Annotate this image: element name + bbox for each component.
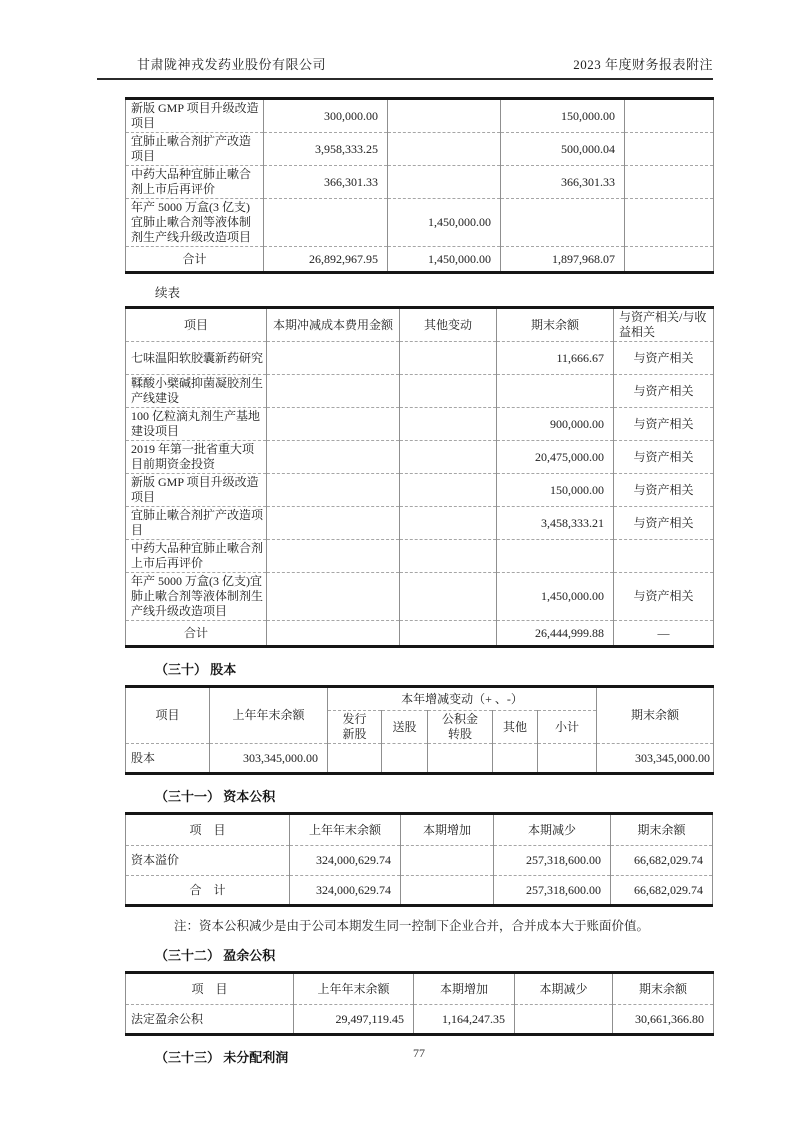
amount-cell: 30,661,366.80 bbox=[613, 1005, 714, 1035]
related-cell bbox=[625, 166, 714, 199]
amount-cell: 1,450,000.00 bbox=[388, 199, 501, 247]
amount-cell: 324,000,629.74 bbox=[290, 846, 401, 876]
amount-cell bbox=[400, 408, 497, 441]
surplus-reserve-table bbox=[125, 971, 714, 1036]
table-row bbox=[126, 342, 714, 375]
column-header: 与资产相关/与收益相关 bbox=[614, 308, 714, 342]
amount-cell: 11,666.67 bbox=[497, 342, 614, 375]
amount-cell: 303,345,000.00 bbox=[210, 744, 328, 774]
column-header: 项目 bbox=[126, 308, 267, 342]
table-row bbox=[126, 744, 714, 774]
column-header: 其他 bbox=[493, 711, 538, 744]
capital-reserve-table bbox=[125, 812, 713, 907]
amount-cell bbox=[264, 199, 388, 247]
column-header: 上年年末余额 bbox=[294, 973, 414, 1005]
header-row bbox=[126, 308, 714, 342]
related-cell bbox=[625, 199, 714, 247]
column-header: 本期增加 bbox=[401, 814, 494, 846]
table-row bbox=[126, 1005, 714, 1035]
amount-cell bbox=[388, 99, 501, 133]
amount-cell bbox=[493, 744, 538, 774]
column-header: 期末余额 bbox=[497, 308, 614, 342]
amount-cell bbox=[267, 342, 400, 375]
amount-cell bbox=[267, 474, 400, 507]
column-header: 上年年末余额 bbox=[210, 687, 328, 744]
project-cell: 年产 5000 万盒(3 亿支)宜肺止嗽合剂等液体制剂生产线升级改造项目 bbox=[126, 573, 267, 621]
amount-cell: 366,301.33 bbox=[264, 166, 388, 199]
table-row bbox=[126, 441, 714, 474]
column-header: 期末余额 bbox=[613, 973, 714, 1005]
related-cell: 与资产相关 bbox=[614, 342, 714, 375]
amount-cell bbox=[400, 507, 497, 540]
section-title-capital-reserve: （三十一） 资本公积 bbox=[155, 789, 276, 804]
related-cell: 与资产相关 bbox=[614, 573, 714, 621]
amount-cell: 150,000.00 bbox=[501, 99, 625, 133]
related-cell: 与资产相关 bbox=[614, 507, 714, 540]
column-header: 本期冲减成本费用金额 bbox=[267, 308, 400, 342]
amount-cell bbox=[267, 507, 400, 540]
amount-cell bbox=[388, 133, 501, 166]
column-header: 小计 bbox=[538, 711, 597, 744]
section-title-surplus-reserve: （三十二） 盈余公积 bbox=[155, 948, 276, 963]
amount-cell bbox=[400, 375, 497, 408]
deferred-income-table-part1 bbox=[125, 97, 714, 274]
share-capital-table bbox=[125, 685, 714, 775]
amount-cell: 1,450,000.00 bbox=[388, 247, 501, 273]
project-cell: 100 亿粒滴丸剂生产基地建设项目 bbox=[126, 408, 267, 441]
amount-cell bbox=[538, 744, 597, 774]
related-cell: 与资产相关 bbox=[614, 408, 714, 441]
item-cell: 法定盈余公积 bbox=[126, 1005, 294, 1035]
amount-cell: 300,000.00 bbox=[264, 99, 388, 133]
table-row bbox=[126, 474, 714, 507]
amount-cell: 1,164,247.35 bbox=[414, 1005, 515, 1035]
column-header: 本期减少 bbox=[515, 973, 613, 1005]
amount-cell bbox=[401, 876, 494, 906]
table-row bbox=[126, 540, 714, 573]
project-cell: 宜肺止嗽合剂扩产改造项目 bbox=[126, 507, 267, 540]
amount-cell bbox=[267, 408, 400, 441]
project-cell: 鞣酸小檗碱抑菌凝胶剂生产线建设 bbox=[126, 375, 267, 408]
capital-reserve-note: 注：资本公积减少是由于公司本期发生同一控制下企业合并，合并成本大于账面价值。 bbox=[174, 919, 650, 933]
amount-cell: 66,682,029.74 bbox=[611, 876, 713, 906]
total-label-cell: 合计 bbox=[126, 247, 264, 273]
amount-cell: 500,000.04 bbox=[501, 133, 625, 166]
related-cell: 与资产相关 bbox=[614, 474, 714, 507]
project-cell: 中药大品种宜肺止嗽合剂上市后再评价 bbox=[126, 166, 264, 199]
amount-cell bbox=[388, 166, 501, 199]
amount-cell bbox=[501, 199, 625, 247]
total-label-cell: 合计 bbox=[126, 621, 267, 647]
column-header: 发行新股 bbox=[328, 711, 382, 744]
column-header: 上年年末余额 bbox=[290, 814, 401, 846]
amount-cell bbox=[400, 474, 497, 507]
amount-cell bbox=[382, 744, 428, 774]
related-cell bbox=[625, 247, 714, 273]
amount-cell: 3,958,333.25 bbox=[264, 133, 388, 166]
table-row bbox=[126, 199, 714, 247]
amount-cell: 366,301.33 bbox=[501, 166, 625, 199]
table-row bbox=[126, 408, 714, 441]
table-row bbox=[126, 573, 714, 621]
amount-cell: 66,682,029.74 bbox=[611, 846, 713, 876]
page-content bbox=[125, 97, 713, 1073]
amount-cell bbox=[267, 441, 400, 474]
amount-cell bbox=[400, 573, 497, 621]
amount-cell bbox=[400, 540, 497, 573]
running-header bbox=[97, 54, 713, 80]
column-header: 本期减少 bbox=[494, 814, 611, 846]
amount-cell: 257,318,600.00 bbox=[494, 846, 611, 876]
project-cell: 新版 GMP 项目升级改造项目 bbox=[126, 474, 267, 507]
amount-cell: 324,000,629.74 bbox=[290, 876, 401, 906]
amount-cell bbox=[267, 573, 400, 621]
header-row bbox=[126, 814, 713, 846]
total-row bbox=[126, 247, 714, 273]
column-header: 期末余额 bbox=[597, 687, 714, 744]
amount-cell bbox=[497, 540, 614, 573]
item-cell: 股本 bbox=[126, 744, 210, 774]
amount-cell bbox=[497, 375, 614, 408]
amount-cell bbox=[400, 441, 497, 474]
project-cell: 年产 5000 万盒(3 亿支)宜肺止嗽合剂等液体制剂生产线升级改造项目 bbox=[126, 199, 264, 247]
table-row bbox=[126, 846, 713, 876]
section-title-undistributed-profit: （三十三） 未分配利润 bbox=[155, 1050, 289, 1065]
related-cell bbox=[625, 99, 714, 133]
table-row bbox=[126, 507, 714, 540]
amount-cell: 1,450,000.00 bbox=[497, 573, 614, 621]
project-cell: 七味温阳软胶囊新药研究 bbox=[126, 342, 267, 375]
column-header: 本期增加 bbox=[414, 973, 515, 1005]
amount-cell bbox=[428, 744, 493, 774]
header-row bbox=[126, 687, 714, 711]
table-row bbox=[126, 375, 714, 408]
amount-cell: 303,345,000.00 bbox=[597, 744, 714, 774]
amount-cell: 26,892,967.95 bbox=[264, 247, 388, 273]
column-header-group: 本年增减变动（+ 、-） bbox=[328, 687, 597, 711]
amount-cell bbox=[401, 846, 494, 876]
related-cell bbox=[614, 540, 714, 573]
amount-cell: 900,000.00 bbox=[497, 408, 614, 441]
table-row bbox=[126, 99, 714, 133]
amount-cell bbox=[267, 375, 400, 408]
deferred-income-table-part2 bbox=[125, 306, 714, 648]
amount-cell: 150,000.00 bbox=[497, 474, 614, 507]
column-header: 项 目 bbox=[126, 814, 290, 846]
project-cell: 新版 GMP 项目升级改造项目 bbox=[126, 99, 264, 133]
page-number: 77 bbox=[413, 1046, 425, 1060]
column-header: 公积金转股 bbox=[428, 711, 493, 744]
amount-cell bbox=[400, 621, 497, 647]
amount-cell: 257,318,600.00 bbox=[494, 876, 611, 906]
amount-cell bbox=[267, 621, 400, 647]
amount-cell: 26,444,999.88 bbox=[497, 621, 614, 647]
total-label-cell: 合 计 bbox=[126, 876, 290, 906]
amount-cell: 3,458,333.21 bbox=[497, 507, 614, 540]
amount-cell: 20,475,000.00 bbox=[497, 441, 614, 474]
related-cell bbox=[625, 133, 714, 166]
amount-cell: 1,897,968.07 bbox=[501, 247, 625, 273]
document-title: 2023 年度财务报表附注 bbox=[573, 57, 713, 72]
continued-table-label: 续表 bbox=[155, 286, 181, 300]
column-header: 送股 bbox=[382, 711, 428, 744]
header-row bbox=[126, 973, 714, 1005]
column-header: 期末余额 bbox=[611, 814, 713, 846]
table-row bbox=[126, 133, 714, 166]
amount-cell bbox=[515, 1005, 613, 1035]
column-header: 其他变动 bbox=[400, 308, 497, 342]
company-name: 甘肃陇神戎发药业股份有限公司 bbox=[137, 57, 327, 72]
project-cell: 宜肺止嗽合剂扩产改造项目 bbox=[126, 133, 264, 166]
item-cell: 资本溢价 bbox=[126, 846, 290, 876]
amount-cell bbox=[400, 342, 497, 375]
project-cell: 中药大品种宜肺止嗽合剂上市后再评价 bbox=[126, 540, 267, 573]
column-header: 项 目 bbox=[126, 973, 294, 1005]
related-cell: 与资产相关 bbox=[614, 441, 714, 474]
total-row bbox=[126, 621, 714, 647]
table-row bbox=[126, 166, 714, 199]
related-cell: 与资产相关 bbox=[614, 375, 714, 408]
amount-cell: 29,497,119.45 bbox=[294, 1005, 414, 1035]
project-cell: 2019 年第一批省重大项目前期资金投资 bbox=[126, 441, 267, 474]
amount-cell bbox=[267, 540, 400, 573]
amount-cell bbox=[328, 744, 382, 774]
total-row bbox=[126, 876, 713, 906]
related-cell: — bbox=[614, 621, 714, 647]
column-header: 项目 bbox=[126, 687, 210, 744]
section-title-share-capital: （三十） 股本 bbox=[155, 662, 237, 677]
